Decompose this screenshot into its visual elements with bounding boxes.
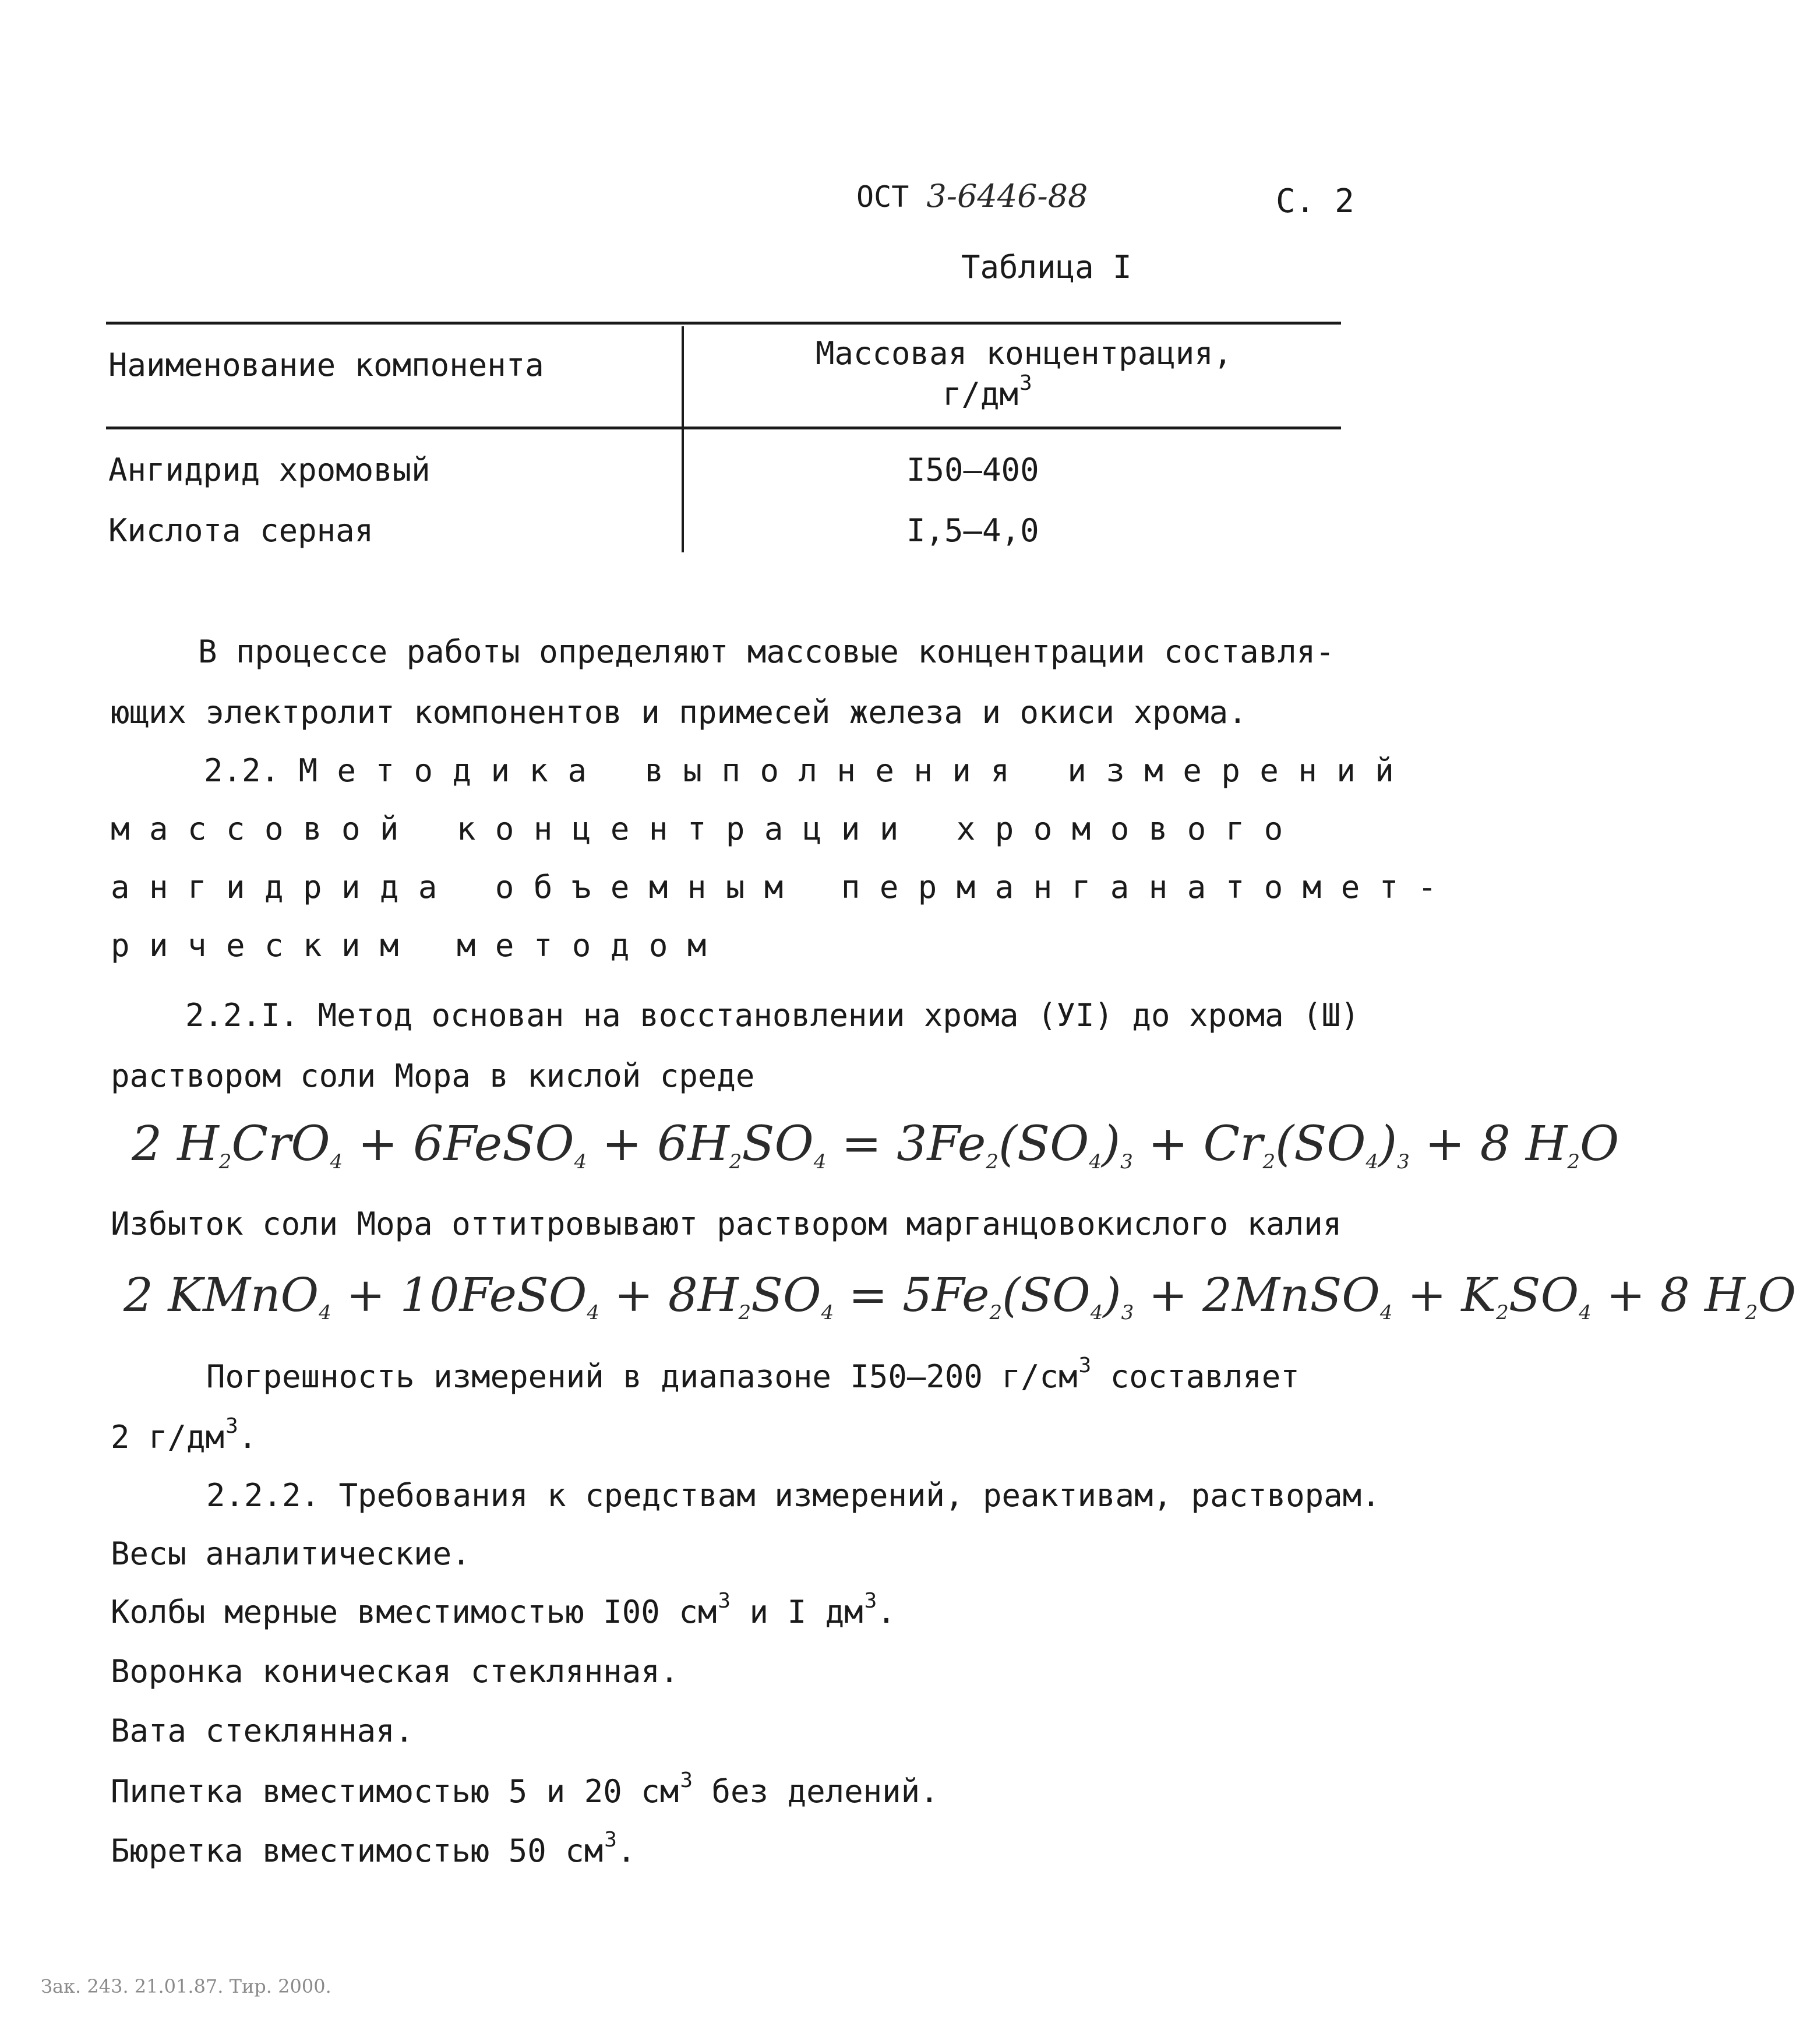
equipment-item-6: Бюретка вместимостью 50 $см^3$. bbox=[111, 1828, 636, 1869]
table-row-2-name: Кислота серная bbox=[108, 512, 374, 549]
table-row-2-value: I,5–4,0 bbox=[906, 512, 1039, 549]
section-2-2-heading-line-1: 2.2. Методика выполнения измерений bbox=[204, 752, 1414, 789]
section-2-2-heading-line-4: рическим методом bbox=[111, 927, 726, 964]
doc-number bbox=[856, 178, 1088, 214]
equipment-item-5: Пипетка вместимостью 5 и 20 $см^3$ без делений. bbox=[111, 1768, 939, 1810]
equation-1: 2 H2CrO4 + 6FeSO4 + 6H2SO4 = 3Fe2(SO4)3 + Cr2(SO4)3 + 8 H2O bbox=[132, 1116, 1619, 1173]
table-col2-header-line2: $г/дм^3$ bbox=[943, 371, 1032, 413]
page-number: С. 2 bbox=[1276, 182, 1354, 220]
equation-2: 2 KMnO4 + 10FeSO4 + 8H2SO4 = 5Fe2(SO4)3 + 2MnSO4 + K2SO4 + 8 H2O bbox=[124, 1268, 1796, 1324]
section-2-2-heading-line-3: ангидрида объемным перманганатомет- bbox=[111, 869, 1456, 905]
paragraph-1-line-2: ющих электролит компонентов и примесей железа и окиси хрома. bbox=[111, 694, 1247, 731]
table-col2-header-line1: Массовая концентрация, bbox=[816, 335, 1233, 372]
table-top-rule bbox=[106, 322, 1341, 325]
paragraph-2-2-1-line-1: 2.2.I. Метод основан на восстановлении хрома (УI) до хрома (Ш) bbox=[185, 997, 1360, 1034]
doc-prefix: ОСТ bbox=[856, 180, 909, 214]
paragraph-1-line-1: В процессе работы определяют массовые концентрации составля- bbox=[198, 633, 1335, 670]
paragraph-error-line-2: 2 $г/дм^3$. bbox=[111, 1414, 257, 1456]
table-row-1-name: Ангидрид хромовый bbox=[108, 452, 431, 488]
table-col1-header: Наименование компонента bbox=[108, 347, 544, 383]
equipment-item-2: Колбы мерные вместимостью I00 $см^3$ и I $дм^3$. bbox=[111, 1589, 896, 1630]
equipment-item-1: Весы аналитические. bbox=[111, 1535, 471, 1572]
table-column-divider bbox=[682, 326, 684, 552]
paragraph-excess: Избыток соли Мора оттитровывают раствором марганцовокислого калия bbox=[111, 1206, 1342, 1242]
equipment-item-4: Вата стеклянная. bbox=[111, 1712, 414, 1749]
section-2-2-heading-line-2: массовой концентрации хромового bbox=[111, 810, 1303, 847]
paragraph-2-2-2: 2.2.2. Требования к средствам измерений, реактивам, растворам. bbox=[206, 1477, 1381, 1514]
paragraph-2-2-1-line-2: раствором соли Мора в кислой среде bbox=[111, 1058, 755, 1094]
doc-number-handwritten: 3-6446-88 bbox=[926, 178, 1088, 214]
table-caption: Таблица I bbox=[961, 249, 1132, 286]
table-header-rule bbox=[106, 427, 1341, 429]
table-row-1-value: I50–400 bbox=[906, 452, 1039, 488]
print-info: Зак. 243. 21.01.87. Тир. 2000. bbox=[41, 1975, 331, 1997]
paragraph-error-line-1: Погрешность измерений в диапазоне I50–200 $г/см^3$ составляет bbox=[206, 1354, 1300, 1395]
equipment-item-3: Воронка коническая стеклянная. bbox=[111, 1653, 679, 1690]
